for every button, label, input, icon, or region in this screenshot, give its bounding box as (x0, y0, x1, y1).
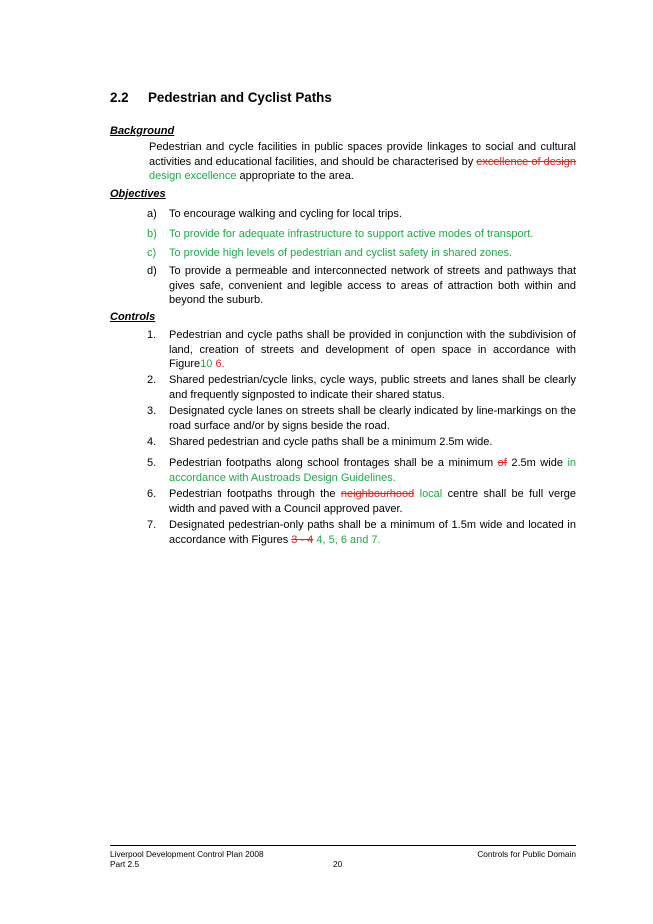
objective-text: To provide high levels of pedestrian and cyclist safety in shared zones. (169, 247, 513, 259)
deleted-text: neighbourhood (340, 488, 415, 500)
control-text: Shared pedestrian and cycle paths shall be a minimum 2.5m wide. (169, 436, 493, 448)
control-label: 7. (147, 519, 157, 531)
deleted-text: of (497, 457, 507, 469)
objective-label: a) (147, 208, 157, 220)
inserted-text: design excellence (149, 170, 237, 182)
footer-document-title: Liverpool Development Control Plan 2008 (110, 849, 264, 859)
control-text: Shared pedestrian/cycle links, cycle ways, public streets and lanes shall be clearly and frequently signposted to indicate their shared status. (169, 374, 576, 401)
objective-item (147, 207, 576, 222)
control-item (147, 373, 576, 402)
footer-divider (110, 845, 576, 846)
objective-text: To encourage walking and cycling for local trips. (169, 208, 402, 220)
control-text-end: centre shall be full verge width and paved with a Council approved paver. (169, 488, 577, 515)
control-item (147, 487, 576, 516)
control-text-end: . (221, 358, 225, 370)
control-text-body: Pedestrian footpaths through the (169, 488, 341, 500)
background-text-end: appropriate to the area. (236, 170, 354, 182)
control-text (169, 328, 576, 372)
background-heading: Background (110, 125, 175, 137)
objectives-heading: Objectives (110, 188, 166, 200)
control-text (169, 456, 576, 485)
section-title: Pedestrian and Cyclist Paths (148, 90, 332, 105)
control-text-mid: 2.5m wide (506, 457, 568, 469)
control-label: 3. (147, 405, 157, 417)
control-label: 6. (147, 488, 157, 500)
control-item (147, 456, 576, 485)
control-label: 1. (147, 329, 157, 341)
control-label: 4. (147, 436, 157, 448)
deleted-text: excellence of design (476, 155, 576, 168)
section-heading (110, 90, 332, 105)
objective-label: d) (147, 265, 157, 277)
control-text (169, 518, 576, 547)
inserted-text: in accordance with Austroads Design Guidelines. (169, 457, 577, 484)
background-text: Pedestrian and cycle facilities in public spaces provide linkages to social and cultural activities and educational facilities, and should be characterised by (149, 141, 576, 168)
inserted-text: 4, 5, 6 and 7 (316, 533, 378, 546)
deleted-text: 3 - 4 (291, 533, 314, 546)
objective-item (147, 227, 576, 242)
control-item (147, 518, 576, 547)
objective-item (147, 246, 576, 261)
control-text-end: . (377, 533, 381, 546)
inserted-text: local (419, 488, 443, 500)
control-item (147, 404, 576, 433)
footer-part: Part 2.5 (110, 859, 140, 869)
objective-label: c) (147, 247, 157, 259)
controls-heading: Controls (110, 311, 156, 323)
deleted-text: 6 (215, 358, 222, 370)
footer-page-number: 20 (333, 859, 343, 869)
control-text-body: Designated pedestrian-only paths shall be a minimum of 1.5m wide and located in accordance with Figures (169, 519, 576, 546)
control-text: Designated cycle lanes on streets shall be clearly indicated by line-markings on the road surface and/or by signs beside the road. (169, 405, 576, 432)
objective-text: To provide for adequate infrastructure to support active modes of transport. (169, 228, 534, 240)
control-label: 5. (147, 457, 157, 469)
control-label: 2. (147, 374, 157, 386)
footer-chapter-title: Controls for Public Domain (477, 849, 576, 859)
objective-item (147, 264, 576, 308)
background-paragraph (149, 140, 576, 184)
control-text-body: Pedestrian and cycle paths shall be provided in conjunction with the subdivision of land, creation of streets and development of open space in accordance with Figure (169, 329, 576, 370)
objective-label: b) (147, 228, 157, 240)
section-number: 2.2 (110, 90, 129, 105)
control-text-body: Pedestrian footpaths along school frontages shall be a minimum (169, 457, 498, 469)
control-item (147, 435, 576, 450)
objective-text: To provide a permeable and interconnected network of streets and pathways that gives safe, convenient and legible access to areas of attraction both within and beyond the suburb. (169, 265, 576, 306)
control-item (147, 328, 576, 372)
control-text (169, 487, 576, 516)
inserted-text: 10 (200, 358, 213, 370)
